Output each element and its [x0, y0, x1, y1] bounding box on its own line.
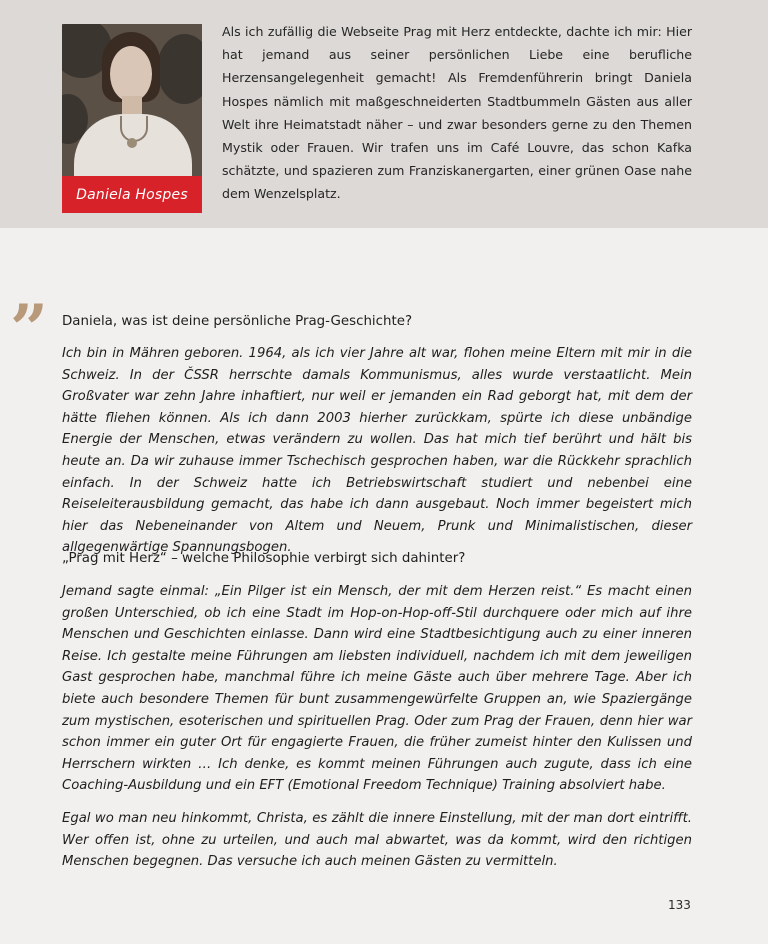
page-number: 133 [668, 898, 691, 912]
portrait-pendant [127, 138, 137, 148]
interview-question-1: Daniela, was ist deine persönliche Prag-Geschichte? [62, 314, 413, 329]
quote-mark-icon: ” [10, 290, 48, 368]
interview-answer-2: Jemand sagte einmal: „Ein Pilger ist ein Mensch, der mit dem Herzen reist.“ Es macht einen großen Unterschied, ob ich eine Stadt im Hop-on-Hop-off-Stil durchquere oder mich auf ihre Menschen und Geschichten einlasse. Dann wird eine Stadtbesichtigung auch zu einer inneren Reise. Ich gestalte meine Führungen am liebsten individuell, nachdem ich mit dem jeweiligen Gast gesprochen habe, manchmal führe ich meine Gäste auch über mehrere Tage. Aber ich biete auch besondere Themen für bunt zusammengewürfelte Gruppen an, wie Spaziergänge zum mystischen, esoterischen und spirituellen Prag. Oder zum Prag der Frauen, denn hier war schon immer ein guter Ort für engagierte Frauen, die früher zumeist hinter den Kulissen und Herrschern wirkten … Ich denke, es kommt meinen Führungen auch zugute, dass ich eine Coaching-Ausbildung und ein EFT (Emotional Freedom Technique) Training absolviert habe. [62, 584, 692, 794]
portrait-name-caption: Daniela Hospes [62, 176, 202, 213]
interview-answer-1: Ich bin in Mähren geboren. 1964, als ich vier Jahre alt war, flohen meine Eltern mit mir in die Schweiz. In der ČSSR herrschte damals Kommunismus, alles wurde verstaatlicht. Mein Großvater war zehn Jahre inhaftiert, nur weil er jemanden ein Rad geborgt hat, mit dem der hätte fliehen können. Als ich dann 2003 hierher zurückkam, spürte ich diese unbändige Energie der Menschen, etwas verändern zu wollen. Das hat mich tief berührt und hält bis heute an. Da wir zuhause immer Tschechisch gesprochen haben, war die Rückkehr sprachlich einfach. In der Schweiz hatte ich Betriebswirtschaft studiert und nebenbei eine Reiseleiterausbildung gemacht, das habe ich dann ausgebaut. Noch immer begeistert mich hier das Nebeneinander von Altem und Neuem, Prunk und Minimalistischen, dieser allgegenwärtige Spannungsbogen. [62, 346, 692, 556]
portrait-photo-icon [62, 24, 202, 176]
intro-paragraph: Als ich zufällig die Webseite Prag mit Herz entdeckte, dachte ich mir: Hier hat jemand aus seiner persönlichen Liebe eine berufliche Herzensangelegenheit gemacht! Als Fremdenführerin bringt Daniela Hospes nämlich mit maßgeschneiderten Stadtbummeln Gästen aus aller Welt ihre Heimatstadt näher – und zwar besonders gerne zu den Themen Mystik oder Frauen. Wir trafen uns im Café Louvre, das schon Kafka schätzte, und spazieren zum Franziskanergarten, einer grünen Oase nahe dem Wenzelsplatz. [222, 24, 692, 202]
closing-paragraph: Egal wo man neu hinkommt, Christa, es zählt die innere Einstellung, mit der man dort eintrifft. Wer offen ist, ohne zu urteilen, und auch mal abwartet, was da kommt, wird den richtigen Menschen begegnen. Das versuche ich auch meinen Gästen zu vermitteln. [62, 811, 692, 870]
interview-question-2: „Prag mit Herz“ – welche Philosophie verbirgt sich dahinter? [62, 551, 466, 566]
portrait-face [110, 46, 152, 102]
